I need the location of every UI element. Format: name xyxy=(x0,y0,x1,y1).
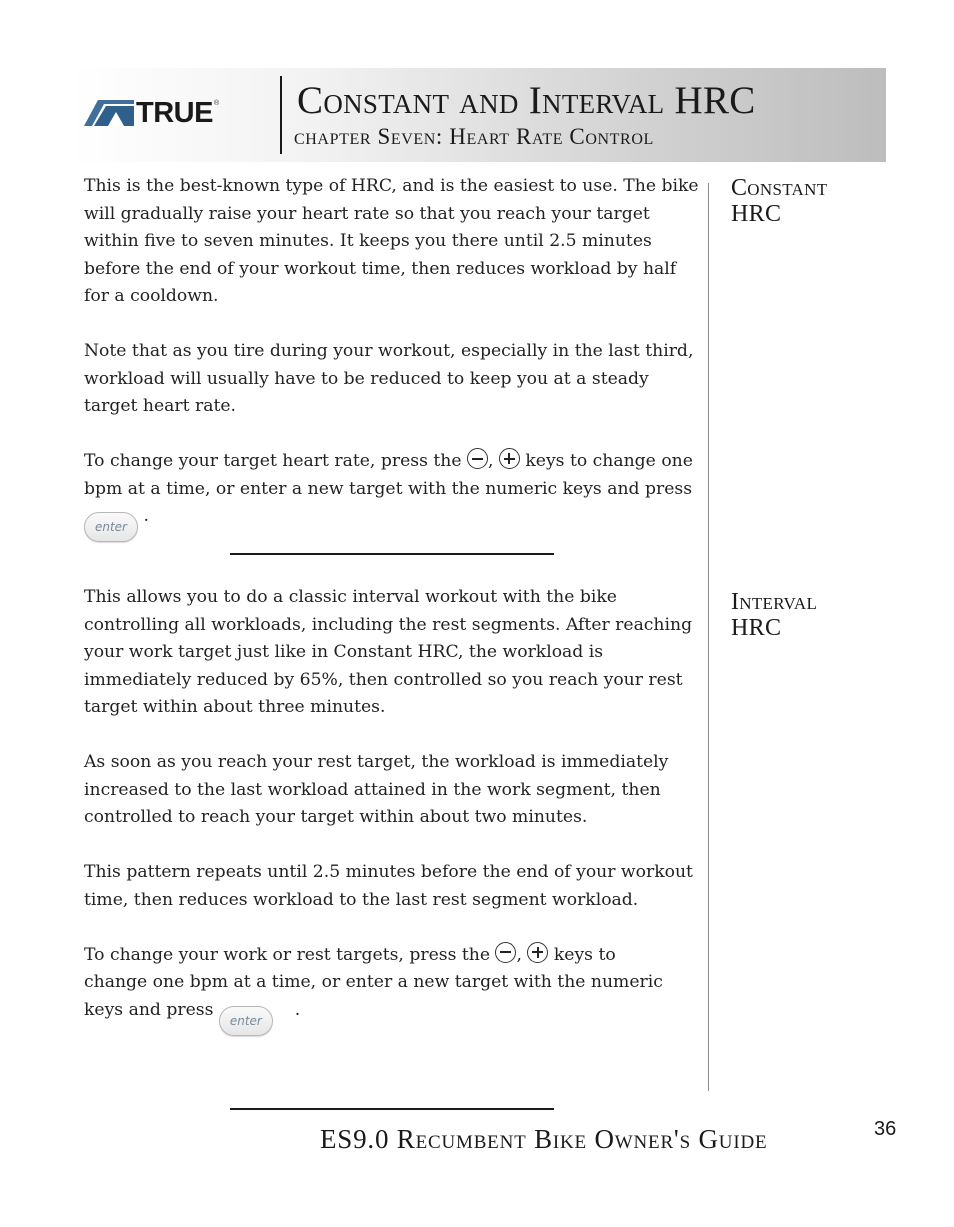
text-run: keys to change one bpm at a time, or enter a new target with the numeric keys and press xyxy=(84,451,693,499)
text-run: . xyxy=(143,506,149,526)
margin-divider xyxy=(708,183,709,1091)
paragraph xyxy=(84,448,704,542)
section-separator xyxy=(230,553,554,555)
footer-guide-title: ES9.0 Recumbent Bike Owner's Guide xyxy=(320,1124,768,1154)
paragraph xyxy=(84,942,664,1036)
text-run: , xyxy=(516,944,528,965)
minus-key-icon xyxy=(495,942,516,963)
side-heading-constant-hrc xyxy=(731,175,827,227)
interval-hrc-body xyxy=(84,584,704,1063)
side-heading-line: HRC xyxy=(731,201,782,227)
minus-key-icon xyxy=(467,448,488,469)
enter-key-icon: enter xyxy=(84,512,138,542)
chapter-subtitle: chapter Seven: Heart Rate Control xyxy=(294,124,654,149)
constant-hrc-body xyxy=(84,173,704,570)
logo-trademark: ® xyxy=(213,100,220,107)
section-separator xyxy=(230,1108,554,1110)
paragraph: As soon as you reach your rest target, the workload is immediately increased to the last workload attained in the work segment, then controlled to reach your target within about two minutes. xyxy=(84,752,669,827)
text-run: To change your target heart rate, press the xyxy=(84,451,467,471)
page-number: 36 xyxy=(874,1118,897,1140)
page-title: Constant and Interval HRC xyxy=(297,79,756,122)
side-heading-interval-hrc xyxy=(731,589,817,641)
paragraph: This is the best-known type of HRC, and is the easiest to use. The bike will gradually raise your heart rate so that you reach your target within five to seven minutes. It keeps you there until 2.5 minutes before the end of your workout time, then reduces workload by half for a cooldown. xyxy=(84,176,699,306)
plus-key-icon xyxy=(499,448,520,469)
enter-key-icon: enter xyxy=(219,1006,273,1036)
paragraph: Note that as you tire during your workout, especially in the last third, workload will usually have to be reduced to keep you at a steady target heart rate. xyxy=(84,341,694,416)
header-divider xyxy=(280,76,282,154)
text-run: keys to change one bpm at a time, or enter a new target with the numeric keys and press xyxy=(84,944,663,1020)
text-run: , xyxy=(487,451,499,471)
paragraph: This allows you to do a classic interval workout with the bike controlling all workloads, including the rest segments. After reaching your work target just like in Constant HRC, the workload is immediately reduced by 65%, then controlled so you reach your rest target within about three minutes. xyxy=(84,587,693,717)
logo-wordmark: TRUE xyxy=(136,97,213,129)
true-logo-mark-icon xyxy=(84,100,134,126)
side-heading-line: Constant xyxy=(731,175,828,201)
plus-key-icon xyxy=(527,942,548,963)
side-heading-line: Interval xyxy=(731,589,818,615)
chapter-header xyxy=(70,68,886,162)
text-run: To change your work or rest targets, press the xyxy=(84,944,496,965)
true-logo xyxy=(84,97,254,129)
side-heading-line: HRC xyxy=(731,615,782,641)
text-run: . xyxy=(294,999,301,1020)
paragraph: This pattern repeats until 2.5 minutes before the end of your workout time, then reduces workload to the last rest segment workload. xyxy=(84,862,693,910)
